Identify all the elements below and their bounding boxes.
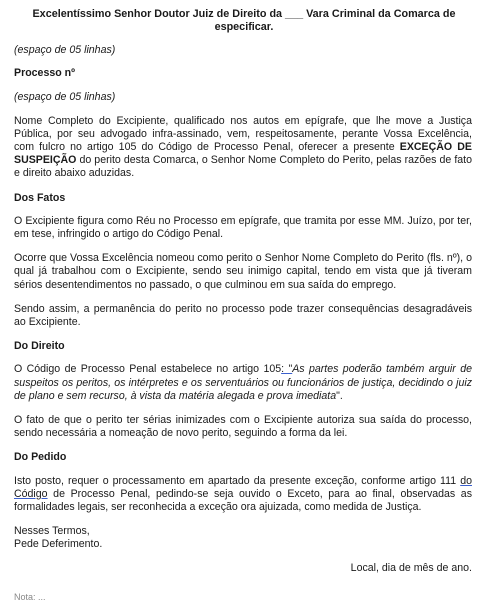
direito-text: ". <box>336 389 343 402</box>
direito-paragraph-2: O fato de que o perito ter sérias inimizades com o Excipiente autoriza sua saída do processo, sendo necessária a nomeação de novo perito, seguindo a forma da lei. <box>14 414 472 440</box>
place-date: Local, dia de mês de ano. <box>350 561 472 574</box>
closing-line-2: Pede Deferimento. <box>14 538 103 551</box>
pedido-paragraph <box>14 475 472 515</box>
pedido-underlined-text: do Código <box>14 474 472 500</box>
direito-quote-mark: : " <box>281 363 293 376</box>
document-heading: Excelentíssimo Senhor Doutor Juiz de Direito da ___ Vara Criminal da Comarca de especificar. <box>32 8 456 33</box>
direito-paragraph-1 <box>14 363 472 403</box>
intro-bold-text: EXCEÇÃO DE SUSPEIÇÃO <box>14 141 472 167</box>
intro-text: Nome Completo do Excipiente, qualificado nos autos em epígrafe, que lhe move a Justiça Pública, por seu advogado infra-assinado, vem, respeitosamente, perante Vossa Excelência, com fulcro no artigo 105 do Código de Processo Penal, oferecer a presente <box>14 114 472 154</box>
law-quote: As partes poderão também arguir de suspeitos os peritos, os intérpretes e os serventuários ou funcionários de justiça, decidindo o juiz de plano e sem recurso, à vista da matéria alegada e prova imediata <box>14 363 472 402</box>
fatos-paragraph-2: Ocorre que Vossa Excelência nomeou como perito o Senhor Nome Completo do Perito (fls. nº), o qual já trabalhou com o Excipiente, sendo seu inimigo capital, tendo em vista que já tiveram sérios desentendimentos no passado, o que culminou em sua saída do emprego. <box>14 252 472 291</box>
section-title-fatos: Dos Fatos <box>14 191 66 204</box>
intro-paragraph <box>14 115 472 181</box>
footer-note: Nota: ... <box>14 592 46 600</box>
document-page <box>14 8 472 575</box>
direito-text: O Código de Processo Penal estabelece no artigo 105 <box>14 363 282 376</box>
closing-line-1: Nesses Termos, <box>14 525 90 538</box>
process-label: Processo nº <box>14 67 75 80</box>
spacing-note: (espaço de 05 linhas) <box>14 91 116 104</box>
section-title-direito: Do Direito <box>14 340 65 353</box>
pedido-text: Isto posto, requer o processamento em apartado da presente exceção, conforme artigo 111 <box>14 474 461 487</box>
spacing-note: (espaço de 05 linhas) <box>14 44 116 56</box>
section-title-pedido: Do Pedido <box>14 451 67 464</box>
pedido-text: de Processo Penal, pedindo-se seja ouvido o Exceto, para ao final, observadas as formalidades legais, ser reconhecida a exceção ora ajuizada, como medida de Justiça. <box>14 487 472 514</box>
intro-text: do perito desta Comarca, o Senhor Nome Completo do Perito, pelas razões de fato e direito abaixo aduzidas. <box>14 154 472 180</box>
fatos-paragraph-3: Sendo assim, a permanência do perito no processo pode trazer consequências desagradáveis ao Excipiente. <box>14 302 472 329</box>
fatos-paragraph-1: O Excipiente figura como Réu no Processo em epígrafe, que tramita por esse MM. Juízo, por ter, em tese, infringido o artigo do Código Penal. <box>14 214 472 241</box>
